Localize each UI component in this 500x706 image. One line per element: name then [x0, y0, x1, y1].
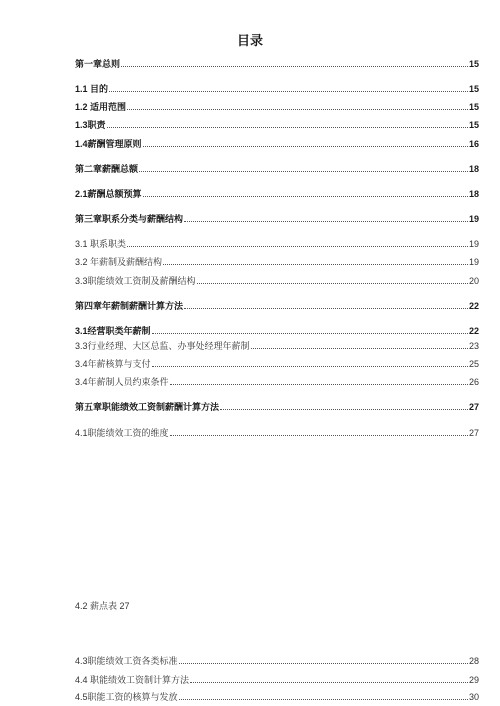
toc-entry-1-4[interactable] — [75, 136, 479, 150]
toc-leader — [143, 145, 468, 147]
toc-entry-page: 22 — [468, 301, 479, 311]
toc-entry-4-4[interactable] — [75, 356, 479, 370]
toc-entry-page: 19 — [468, 257, 479, 267]
toc-entry-page: 27 — [468, 402, 479, 412]
toc-leader — [152, 365, 468, 367]
toc-entry-chapter-2[interactable] — [75, 161, 479, 175]
toc-entry-label: 3.4年薪核算与支付 — [75, 359, 151, 369]
toc-entry-chapter-5[interactable] — [75, 399, 479, 413]
toc-entry-label: 1.1 目的 — [75, 84, 109, 94]
toc-entry-page: 30 — [468, 692, 479, 702]
toc-entry-label: 4.4 职能绩效工资制计算方法 — [75, 675, 190, 685]
toc-entry-label: 第一章总则 — [75, 59, 121, 69]
toc-leader — [197, 282, 468, 284]
toc-entry-label: 4.1职能绩效工资的维度 — [75, 428, 169, 438]
toc-entry-label: 3.3职能绩效工资制及薪酬结构 — [75, 276, 196, 286]
toc-entry-label: 第四章年薪制薪酬计算方法 — [75, 301, 184, 311]
toc-entry-label: 1.4薪酬管理原则 — [75, 139, 142, 149]
toc-entry-2-1[interactable] — [75, 186, 479, 200]
toc-leader — [109, 90, 468, 92]
toc-entry-3-2[interactable] — [75, 254, 479, 268]
toc-leader — [127, 245, 468, 247]
toc-entry-page: 18 — [468, 189, 479, 199]
toc-entry-page: 15 — [468, 102, 479, 112]
toc-entry-1-1[interactable] — [75, 81, 479, 95]
toc-entry-page: 16 — [468, 139, 479, 149]
toc-entry-label: 第五章职能绩效工资制薪酬计算方法 — [75, 402, 220, 412]
toc-entry-chapter-1[interactable] — [75, 56, 479, 70]
toc-entry-label: 第三章职系分类与薪酬结构 — [75, 214, 184, 224]
toc-entry-page: 29 — [468, 675, 479, 685]
toc-leader — [190, 681, 468, 683]
toc-leader — [127, 108, 468, 110]
toc-leader — [184, 307, 468, 309]
toc-entry-chapter-3[interactable] — [75, 211, 479, 225]
toc-entry-4-5[interactable] — [75, 374, 479, 388]
toc-entry-4-5-payment[interactable] — [75, 689, 479, 703]
toc-leader — [139, 170, 468, 172]
toc-entry-page: 15 — [468, 120, 479, 130]
toc-entry-page: 20 — [468, 276, 479, 286]
toc-entry-page: 18 — [468, 164, 479, 174]
toc-entry-4-1[interactable] — [75, 323, 479, 337]
toc-leader — [184, 220, 468, 222]
toc-entry-3-1[interactable] — [75, 236, 479, 250]
toc-leader — [251, 347, 468, 349]
toc-entry-5-1[interactable] — [75, 425, 479, 439]
toc-leader — [163, 263, 468, 265]
toc-entry-4-4-method[interactable] — [75, 672, 479, 686]
toc-entry-page: 27 — [468, 428, 479, 438]
toc-entry-label: 1.2 适用范围 — [75, 102, 127, 112]
toc-leader — [170, 383, 468, 385]
toc-leader — [170, 434, 468, 436]
toc-entry-3-3[interactable] — [75, 273, 479, 287]
toc-entry-page: 15 — [468, 84, 479, 94]
toc-entry-page: 25 — [468, 359, 479, 369]
toc-leader — [179, 662, 468, 664]
toc-leader — [179, 698, 468, 700]
toc-entry-label: 4.5职能工资的核算与发放 — [75, 692, 178, 702]
toc-entry-page: 28 — [468, 656, 479, 666]
toc-entry-label: 3.1 职系职类 — [75, 239, 127, 249]
toc-entry-label: 第二章薪酬总额 — [75, 164, 139, 174]
page-title: 目录 — [236, 33, 263, 48]
toc-entry-label: 2.1薪酬总额预算 — [75, 189, 142, 199]
toc-entry-label: 3.2 年薪制及薪酬结构 — [75, 257, 163, 267]
toc-leader — [143, 195, 468, 197]
toc-entry-4-3-standards[interactable] — [75, 653, 479, 667]
toc-entry-label: 4.3职能绩效工资各类标准 — [75, 656, 178, 666]
toc-entry-label: 1.3职责 — [75, 120, 106, 130]
toc-entry-label: 3.3行业经理、大区总监、办事处经理年薪制 — [75, 341, 250, 351]
toc-leader — [220, 408, 468, 410]
toc-entry-page: 22 — [468, 326, 479, 336]
toc-entry-page: 19 — [468, 214, 479, 224]
toc-leader — [152, 332, 468, 334]
toc-entry-label: 3.1经营职类年薪制 — [75, 326, 151, 336]
toc-entry-1-3[interactable] — [75, 117, 479, 131]
toc-entry-page: 19 — [468, 239, 479, 249]
toc-entry-page: 23 — [468, 341, 479, 351]
toc-leader — [121, 65, 468, 67]
toc-entry-label: 3.4年薪制人员约束条件 — [75, 377, 169, 387]
toc-entry-page: 15 — [468, 59, 479, 69]
toc-leader — [107, 126, 468, 128]
toc-entry-1-2[interactable] — [75, 99, 479, 113]
toc-entry-4-3[interactable] — [75, 338, 479, 352]
toc-entry-page: 26 — [468, 377, 479, 387]
toc-entry-chapter-4[interactable] — [75, 298, 479, 312]
toc-entry-4-2[interactable]: 4.2 薪点表 27 — [75, 601, 130, 611]
